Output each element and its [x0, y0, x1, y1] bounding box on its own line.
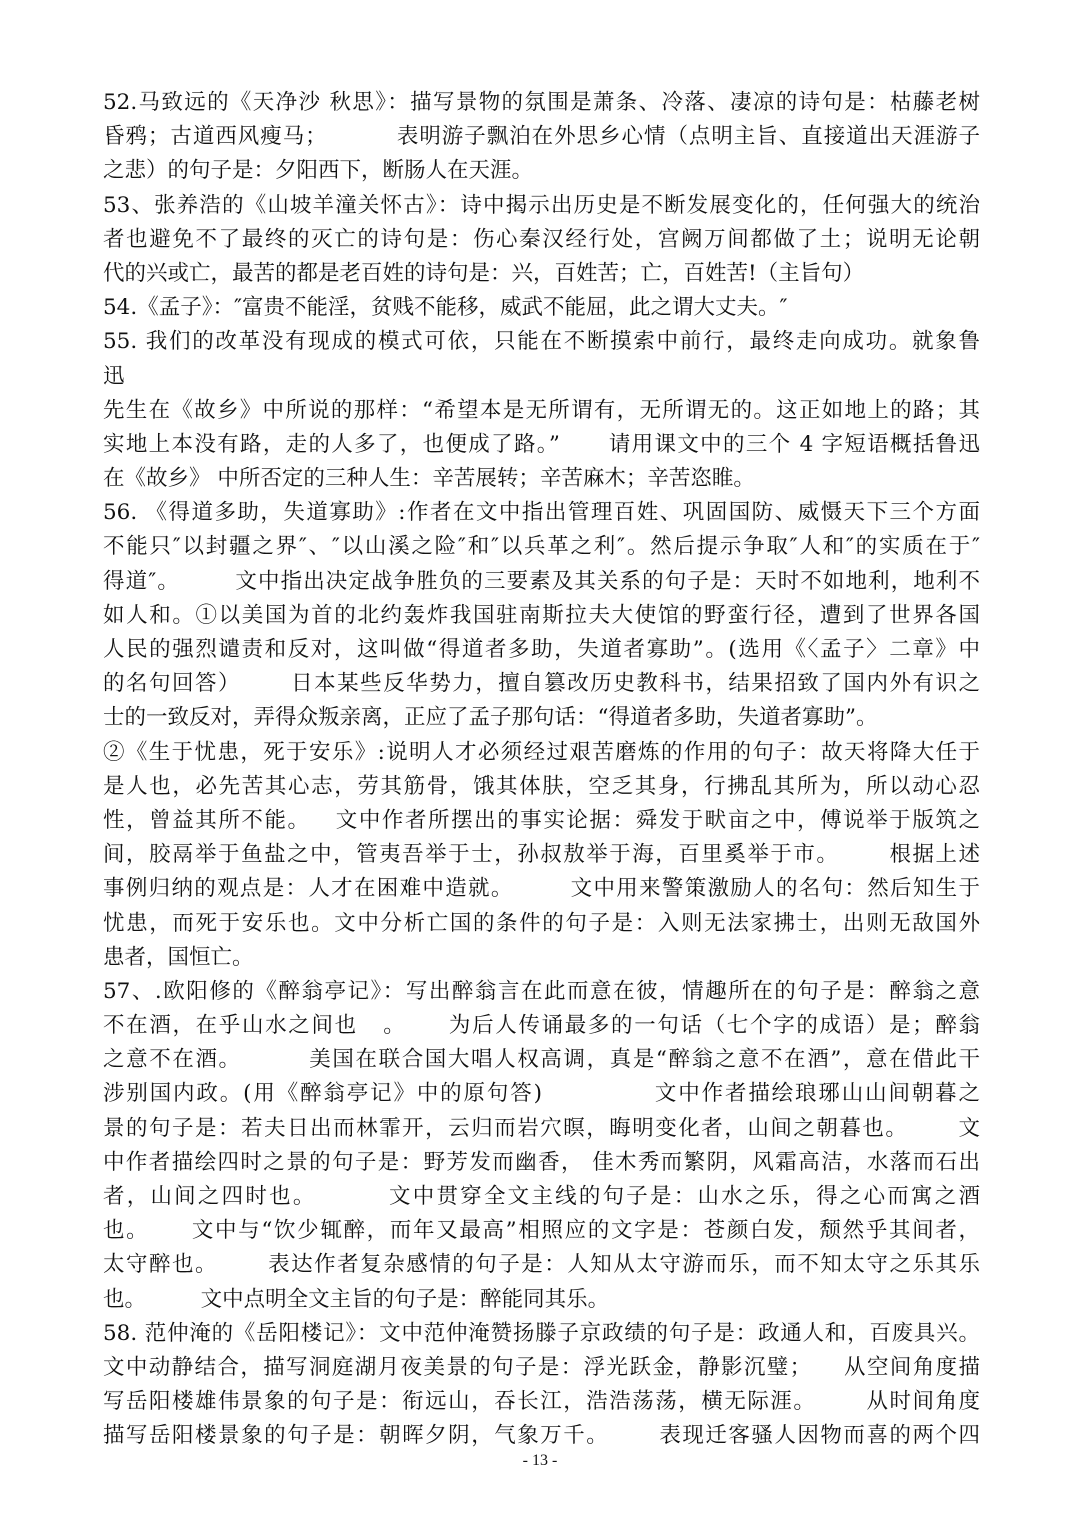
text-line: 太守醉也。 表达作者复杂感情的句子是：人知从太守游而乐，而不知太守之乐其乐 — [103, 1252, 980, 1278]
text-line: 中作者描绘四时之景的句子是：野芳发而幽香， 佳木秀而繁阴，风霜高洁，水落而石出 — [103, 1149, 980, 1175]
text-line: 也。 文中点明全文主旨的句子是：醉能同其乐。 — [103, 1286, 610, 1312]
text-line: 先生在《故乡》中所说的那样：“希望本是无所谓有，无所谓无的。这正如地上的路；其 — [103, 397, 980, 423]
text-line: 实地上本没有路，走的人多了，也便成了路。” 请用课文中的三个 4 字短语概括鲁迅 — [103, 431, 980, 457]
text-line: 之悲）的句子是：夕阳西下，断肠人在天涯。 — [103, 158, 534, 184]
document-body — [103, 86, 980, 1454]
text-line: 间，胶鬲举于鱼盐之中，管夷吾举于士，孙叔敖举于海，百里奚举于市。 根据上述 — [103, 842, 980, 868]
text-line: ②《生于忧患，死于安乐》:说明人才必须经过艰苦磨炼的作用的句子：故天将降大任于 — [103, 739, 980, 765]
text-line: 54.《孟子》：″富贵不能淫，贫贱不能移，威武不能屈，此之谓大丈夫。″ — [103, 295, 788, 321]
text-line: 也。 文中与“饮少辄醉，而年又最高”相照应的文字是：苍颜白发，颓然乎其间者， — [103, 1218, 980, 1244]
text-line: 士的一致反对，弄得众叛亲离，正应了孟子那句话：“得道者多助，失道者寡助”。 — [103, 705, 878, 731]
text-line: 人民的强烈谴责和反对，这叫做“得道者多助，失道者寡助”。(选用《〈孟子〉二章》中 — [103, 637, 980, 662]
text-line: 不在酒，在乎山水之间也 。 为后人传诵最多的一句话（七个字的成语）是；醉翁 — [103, 1013, 980, 1039]
text-line: 57、.欧阳修的《醉翁亭记》：写出醉翁言在此而意在彼，情趣所在的句子是：醉翁之意 — [103, 978, 980, 1004]
text-line: 代的兴或亡，最苦的都是老百姓的诗句是：兴，百姓苦；亡，百姓苦!（主旨句） — [103, 260, 865, 286]
text-line: 迅 — [103, 363, 125, 389]
text-line: 如人和。①以美国为首的北约轰炸我国驻南斯拉夫大使馆的野蛮行径，遭到了世界各国 — [103, 602, 980, 628]
text-line: 写岳阳楼雄伟景象的句子是：衔远山，吞长江，浩浩荡荡，横无际涯。 从时间角度 — [103, 1389, 980, 1415]
text-line: 56. 《得道多助，失道寡助》:作者在文中指出管理百姓、巩固国防、威慑天下三个方面 — [103, 500, 980, 526]
page-number: - 13 - — [522, 1452, 558, 1469]
text-line: 者，山间之四时也。 文中贯穿全文主线的句子是：山水之乐，得之心而寓之酒 — [103, 1184, 980, 1209]
text-line: 之意不在酒。 美国在联合国大唱人权高调，真是“醉翁之意不在酒”，意在借此干 — [103, 1047, 980, 1073]
text-line: 涉别国内政。(用《醉翁亭记》中的原句答) 文中作者描绘琅琊山山间朝暮之 — [103, 1081, 980, 1107]
text-line: 性，曾益其所不能。 文中作者所摆出的事实论据：舜发于畎亩之中，傅说举于版筑之 — [103, 807, 980, 833]
text-line: 得道″。 文中指出决定战争胜负的三要素及其关系的句子是：天时不如地利，地利不 — [103, 568, 980, 594]
text-line: 52.马致远的《天净沙 秋思》：描写景物的氛围是萧条、冷落、凄凉的诗句是：枯藤老树 — [103, 90, 980, 115]
text-line: 在《故乡》 中所否定的三种人生：辛苦展转；辛苦麻木；辛苦恣睢。 — [103, 466, 755, 492]
text-line: 文中动静结合，描写洞庭湖月夜美景的句子是：浮光跃金，静影沉璧； 从空间角度描 — [103, 1354, 980, 1380]
text-line: 者也避免不了最终的灭亡的诗句是：伤心秦汉经行处，宫阙万间都做了土；说明无论朝 — [103, 226, 980, 252]
text-line: 是人也，必先苦其心志，劳其筋骨，饿其体肤，空乏其身，行拂乱其所为，所以动心忍 — [103, 773, 980, 799]
text-line: 的名句回答） 日本某些反华势力，擅自篡改历史教科书，结果招致了国内外有识之 — [103, 671, 980, 697]
text-line: 描写岳阳楼景象的句子是：朝晖夕阴，气象万千。 表现迁客骚人因物而喜的两个四 — [103, 1423, 980, 1449]
text-line: 事例归纳的观点是：人才在困难中造就。 文中用来警策激励人的名句：然后知生于 — [103, 876, 980, 902]
text-line: 58. 范仲淹的《岳阳楼记》：文中范仲淹赞扬滕子京政绩的句子是：政通人和，百废具兴。 — [103, 1320, 980, 1346]
text-line: 患者，国恒亡。 — [103, 944, 254, 970]
text-line: 忧患，而死于安乐也。文中分析亡国的条件的句子是：入则无法家拂士，出则无敌国外 — [103, 910, 980, 936]
text-line: 景的句子是：若夫日出而林霏开，云归而岩穴暝，晦明变化者，山间之朝暮也。 文 — [103, 1115, 980, 1141]
text-line: 不能只″以封疆之界″、″以山溪之险″和″以兵革之利″。然后提示争取″人和″的实质在于″ — [103, 534, 980, 560]
text-line: 昏鸦；古道西风瘦马； 表明游子飘泊在外思乡心情（点明主旨、直接道出天涯游子 — [103, 124, 980, 150]
text-line: 53、张养浩的《山坡羊潼关怀古》：诗中揭示出历史是不断发展变化的，任何强大的统治 — [103, 192, 980, 218]
text-line: 55. 我们的改革没有现成的模式可依，只能在不断摸索中前行，最终走向成功。就象鲁 — [103, 329, 980, 355]
